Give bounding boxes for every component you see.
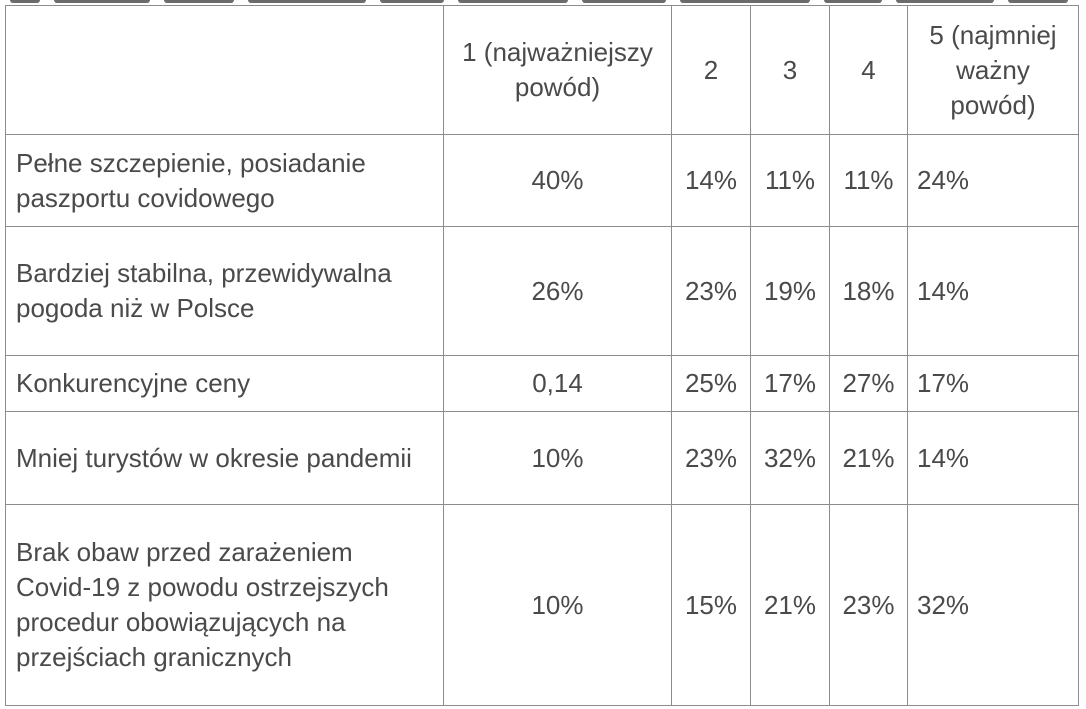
cell-rank-5: 24% — [908, 135, 1079, 227]
table-row — [6, 356, 1079, 412]
cell-rank-5: 14% — [908, 412, 1079, 505]
cell-rank-2: 23% — [672, 412, 751, 505]
cell-rank-1: 40% — [444, 135, 672, 227]
table-row — [6, 135, 1079, 227]
table-header-row — [6, 6, 1079, 135]
header-cell-rank-2: 2 — [672, 6, 751, 135]
cell-rank-5: 17% — [908, 356, 1079, 412]
cell-rank-4: 21% — [830, 412, 908, 505]
cell-rank-3: 11% — [751, 135, 830, 227]
cell-rank-4: 18% — [830, 227, 908, 356]
header-cell-rank-5: 5 (najmniej ważny powód) — [908, 6, 1079, 135]
cell-rank-5: 32% — [908, 505, 1079, 706]
cell-rank-5: 14% — [908, 227, 1079, 356]
header-cell-rank-1: 1 (najważniejszy powód) — [444, 6, 672, 135]
cell-rank-2: 25% — [672, 356, 751, 412]
cell-rank-1: 10% — [444, 505, 672, 706]
table-row — [6, 505, 1079, 706]
cropped-text-line — [10, 0, 1076, 3]
cell-rank-3: 19% — [751, 227, 830, 356]
row-label: Konkurencyjne ceny — [6, 356, 444, 412]
header-cell-rank-4: 4 — [830, 6, 908, 135]
header-cell-rank-3: 3 — [751, 6, 830, 135]
cell-rank-2: 14% — [672, 135, 751, 227]
row-label: Bardziej stabilna, przewidywalna pogoda niż w Polsce — [6, 227, 444, 356]
row-label: Brak obaw przed zarażeniem Covid-19 z powodu ostrzejszych procedur obowiązujących na przejściach granicznych — [6, 505, 444, 706]
cell-rank-2: 15% — [672, 505, 751, 706]
cell-rank-4: 11% — [830, 135, 908, 227]
cell-rank-2: 23% — [672, 227, 751, 356]
cell-rank-4: 27% — [830, 356, 908, 412]
cell-rank-3: 21% — [751, 505, 830, 706]
survey-results-table — [5, 5, 1079, 706]
cell-rank-3: 32% — [751, 412, 830, 505]
cell-rank-1: 10% — [444, 412, 672, 505]
cell-rank-3: 17% — [751, 356, 830, 412]
header-cell-empty — [6, 6, 444, 135]
row-label: Pełne szczepienie, posiadanie paszportu covidowego — [6, 135, 444, 227]
row-label: Mniej turystów w okresie pandemii — [6, 412, 444, 505]
table-row — [6, 227, 1079, 356]
cell-rank-4: 23% — [830, 505, 908, 706]
table-row — [6, 412, 1079, 505]
cell-rank-1: 26% — [444, 227, 672, 356]
cell-rank-1: 0,14 — [444, 356, 672, 412]
